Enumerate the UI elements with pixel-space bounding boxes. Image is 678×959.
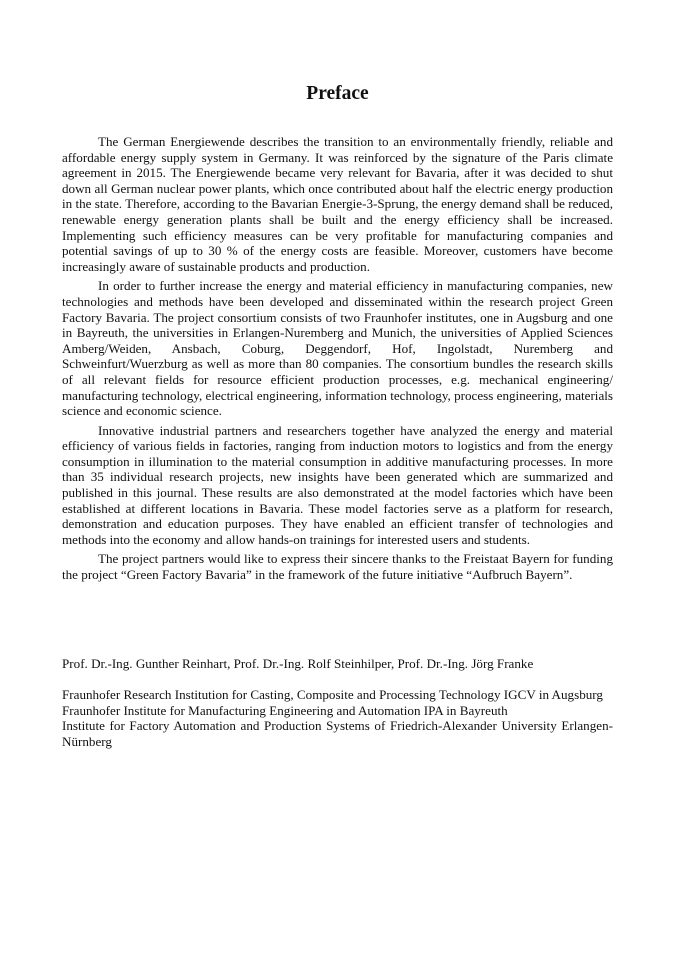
paragraph-energiewende: The German Energiewende describes the transition to an environmentally friendly, reliable and affordable energy supply system in Germany. It was reinforced by the signature of the Paris climate agreement in 2015. The Energiewende became very relevant for Bavaria, after it was decided to shut down all German nuclear power plants, which once contributed about half the electric energy production in the state. Therefore, according to the Bavarian Energie-3-Sprung, the energy demand shall be reduced, renewable energy generation plants shall be built and the energy efficiency shall be increased. Implementing such efficiency measures can be very profitable for manufacturing companies and potential savings of up to 30 % of the energy costs are feasible. Moreover, customers have become increasingly aware of sustainable products and production.: [62, 134, 613, 274]
paragraph-acknowledgement: The project partners would like to express their sincere thanks to the Freistaat Bayern for funding the project “Green Factory Bavaria” in the framework of the future initiative “Aufbruch Bayern”.: [62, 551, 613, 583]
affiliation-igcv: Fraunhofer Research Institution for Casting, Composite and Processing Technology IGCV in Augsburg: [62, 687, 603, 702]
affiliation-fau: Institute for Factory Automation and Production Systems of Friedrich-Alexander University Erlangen-Nürnberg: [62, 718, 613, 749]
author-list: Prof. Dr.-Ing. Gunther Reinhart, Prof. Dr.-Ing. Rolf Steinhilper, Prof. Dr.-Ing. Jörg Franke: [62, 656, 534, 671]
affiliation-ipa: Fraunhofer Institute for Manufacturing Engineering and Automation IPA in Bayreuth: [62, 702, 508, 718]
preface-body: [62, 134, 613, 587]
affiliation-list: [62, 687, 613, 749]
paragraph-partners-analysis: Innovative industrial partners and researchers together have analyzed the energy and material efficiency of various fields in factories, ranging from induction motors to logistics and from the energy consumption in illumination to the material consumption in additive manufacturing processes. In more than 35 individual research projects, new insights have been generated which are summarized and published in this journal. These results are also demonstrated at the model factories which have been established at different locations in Bavaria. These model factories serve as a platform for research, demonstration and education purposes. They have enabled an efficient transfer of technologies and methods into the economy and allow hands-on trainings for interested users and students.: [62, 422, 613, 547]
page-title: Preface: [306, 83, 369, 104]
paragraph-research-project: In order to further increase the energy and material efficiency in manufacturing companies, new technologies and methods have been developed and disseminated within the research project Green Factory Bavaria. The project consortium consists of two Fraunhofer institutes, one in Augsburg and one in Bayreuth, the universities in Erlangen-Nuremberg and Munich, the universities of Applied Sciences Amberg/Weiden, Ansbach, Coburg, Deggendorf, Hof, Ingolstadt, Nuremberg and Schweinfurt/Wuerzburg as well as more than 80 companies. The consortium bundles the research skills of all relevant fields for resource efficient production processes, e.g. mechanical engineering/ manufacturing technology, electrical engineering, information technology, process engineering, materials science and economic science.: [62, 278, 613, 419]
